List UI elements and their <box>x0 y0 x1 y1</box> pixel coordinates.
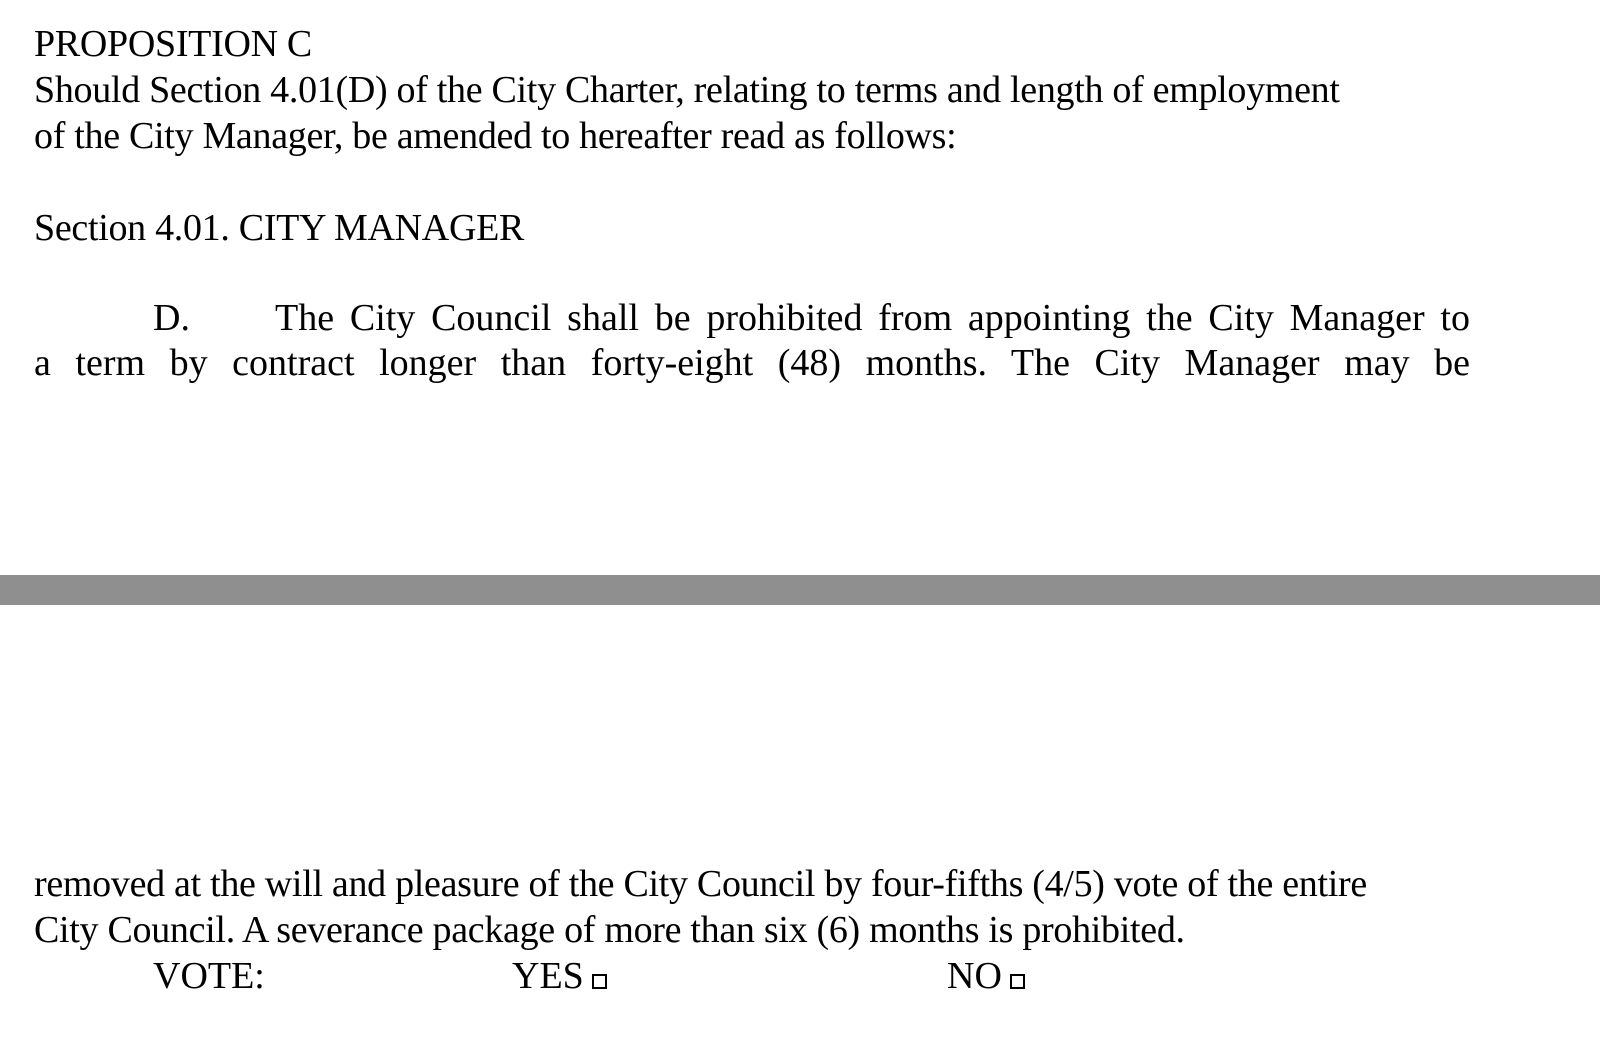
no-label: NO <box>947 955 1002 997</box>
subsection-line-1: The City Council shall be prohibited from appointing the City Manager to <box>275 297 1470 339</box>
vote-label: VOTE: <box>153 955 265 997</box>
yes-label: YES <box>512 955 584 997</box>
subsection-line-2: a term by contract longer than forty-eight (48) months. The City Manager may be <box>34 342 1470 384</box>
yes-option[interactable] <box>512 954 607 998</box>
subsection-label: D. <box>153 297 190 339</box>
question-line-2: of the City Manager, be amended to hereafter read as follows: <box>34 115 957 157</box>
question-line-1: Should Section 4.01(D) of the City Charter, relating to terms and length of employment <box>34 69 1340 111</box>
no-option[interactable] <box>947 954 1025 998</box>
no-checkbox[interactable] <box>1010 974 1025 989</box>
proposition-heading: PROPOSITION C <box>34 23 312 65</box>
continued-line-1: removed at the will and pleasure of the City Council by four-fifths (4/5) vote of the entire <box>34 863 1367 905</box>
section-title: Section 4.01. CITY MANAGER <box>34 207 525 249</box>
page-separator <box>0 575 1600 605</box>
continued-line-2: City Council. A severance package of more than six (6) months is prohibited. <box>34 909 1185 951</box>
yes-checkbox[interactable] <box>592 974 607 989</box>
